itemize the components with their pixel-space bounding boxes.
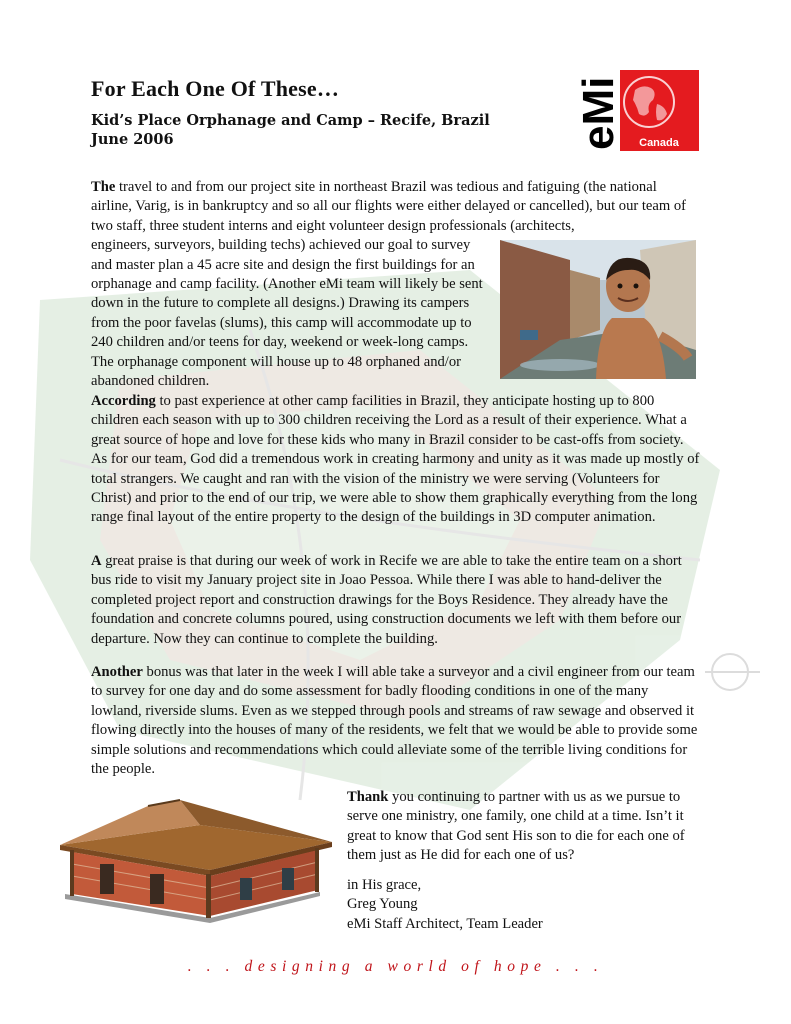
subtitle-date: June 2006 [91, 131, 174, 148]
page-subtitle [91, 111, 490, 149]
p1-wide-text: travel to and from our project site in northeast Brazil was tedious and fatiguing (the national airline, Varig, is in bankruptcy and so all our flights were either delayed or cancelled), but our team of two staff, three student interns and eight volunteer design professionals (architects, [91, 179, 687, 234]
signature-name: Greg Young [347, 896, 418, 913]
experience-paragraph [91, 392, 701, 528]
thanks-paragraph [347, 788, 707, 866]
p4-lead-word: Another [91, 664, 143, 680]
p4-text: bonus was that later in the week I will able take a surveyor and a civil engineer from our team to survey for one day and do some assessment for badly flooding conditions in one of the many lowland, riverside slums. Even as we stepped through pools and streams of raw sewage and observed it flowing directly into the houses of many of the residents, we felt that we would be able to provide some simple solutions and recommendations which could alleviate some of the terrible living conditions for the people. [91, 664, 698, 778]
praise-paragraph [91, 552, 701, 649]
emi-canada-logo [577, 70, 699, 151]
page-title: For Each One Of These… [91, 76, 340, 101]
p3-lead-word: A [91, 553, 102, 569]
logo-region-text: Canada [639, 137, 679, 149]
p5-text: you continuing to partner with us as we pursue to serve one ministry, one family, one child at a time. Isn’t it great to know that God sent His son to die for each one of them just as He did for each one of us? [347, 789, 685, 864]
p1-lead-word: The [91, 179, 116, 195]
logo-brand-text: eMi [577, 76, 623, 150]
house-rendering [60, 790, 332, 925]
signature-closing: in His grace, [347, 877, 422, 893]
signature-block [347, 876, 543, 934]
intro-paragraph [91, 178, 701, 391]
p2-lead-word: According [91, 393, 156, 409]
signature-role: eMi Staff Architect, Team Leader [347, 915, 543, 932]
footer-tagline: . . . designing a world of hope . . . [187, 958, 604, 975]
p3-text: great praise is that during our week of work in Recife we are able to take the entire team on a short bus ride to visit my January project site in Joao Pessoa. While there I was able to hand-deliver the completed project report and construction drawings for the Boys Residence. They already have the foundation and concrete columns poured, using construction documents we left with them before our departure. Now they can continue to complete the building. [91, 553, 682, 647]
p1-narrow-text: engineers, surveyors, building techs) achieved our goal to survey and master plan a 45 acre site and design the first buildings for an orphanage and camp facility. (Another eMi team will likely be sent down in the future to complete all designs.) Drawing its campers from the poor favelas (slums), this camp will accommodate up to 240 children and/or teens for day, weekend or week-long camps. The orphanage component will house up to 48 orphaned and/or abandoned children. [91, 237, 483, 390]
p2-text: to past experience at other camp facilities in Brazil, they anticipate hosting up to 800 children each season with up to 300 children receiving the Lord as a result of their experience. What a great source of hope and love for these kids who many in Brazil consider to be cast-offs from society. As for our team, God did a tremendous work in creating harmony and unity as it was made up mostly of total strangers. We caught and ran with the vision of the ministry we were serving (Volunteers for Christ) and prior to the end of our trip, we were able to show them graphically everything from the long range final layout of the entire property to the design of the buildings in 3D computer animation. [91, 393, 700, 526]
subtitle-location: Kid’s Place Orphanage and Camp – Recife, Brazil [91, 112, 490, 129]
bonus-paragraph [91, 663, 701, 779]
p5-lead-word: Thank [347, 789, 389, 805]
